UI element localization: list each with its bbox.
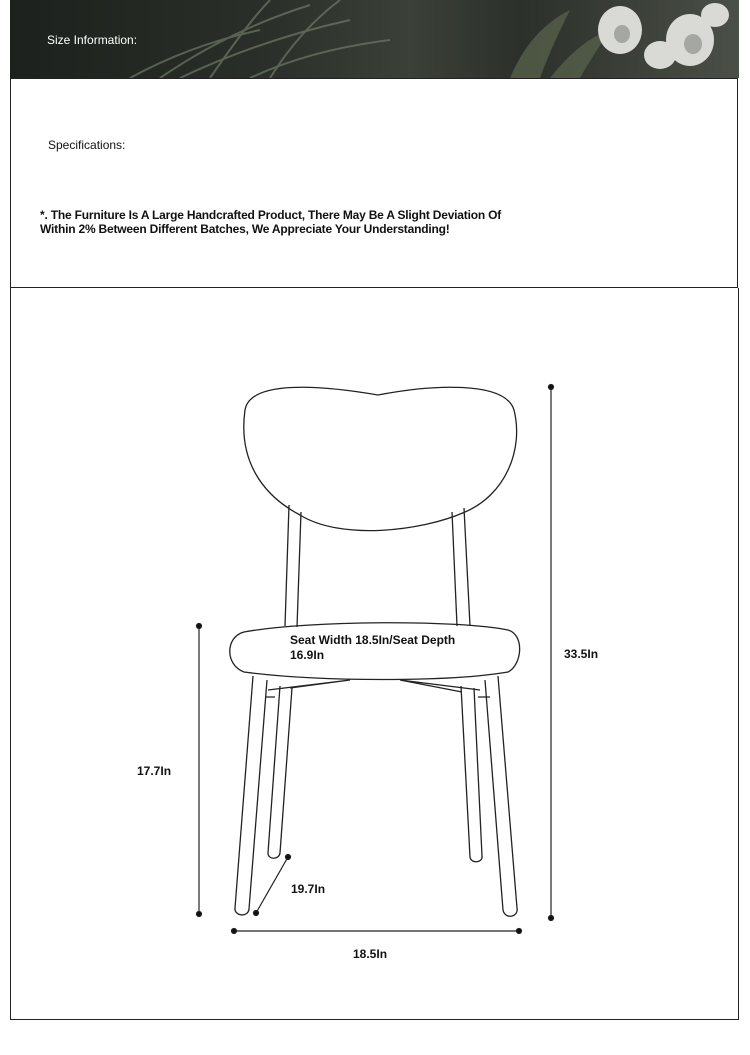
- depth-label: 19.7In: [291, 882, 326, 896]
- chair-back-post-right: [452, 508, 470, 626]
- chair-front-leg-right: [485, 676, 517, 916]
- width-label: 18.5In: [353, 947, 388, 961]
- specifications-title: Specifications:: [48, 138, 126, 152]
- seat-height-label: 17.7In: [137, 764, 172, 778]
- handcrafted-deviation-note: *. The Furniture Is A Large Handcrafted Product, There May Be A Slight Deviation Of Within 2% Between Different Batches, We Appreciate Your Understanding!: [40, 208, 502, 236]
- chair-front-leg-left: [235, 676, 267, 915]
- chair-back-leg-right: [461, 686, 482, 862]
- chair-stretchers: [265, 680, 490, 697]
- total-height-label: 33.5In: [564, 647, 599, 661]
- seat-dimension-label: Seat Width 18.5In/Seat Depth 16.9In: [290, 633, 456, 662]
- size-information-title: Size Information:: [47, 33, 138, 47]
- chair-back-leg-left: [268, 686, 292, 858]
- chair-backrest: [244, 387, 517, 530]
- chair-back-post-left: [285, 505, 301, 627]
